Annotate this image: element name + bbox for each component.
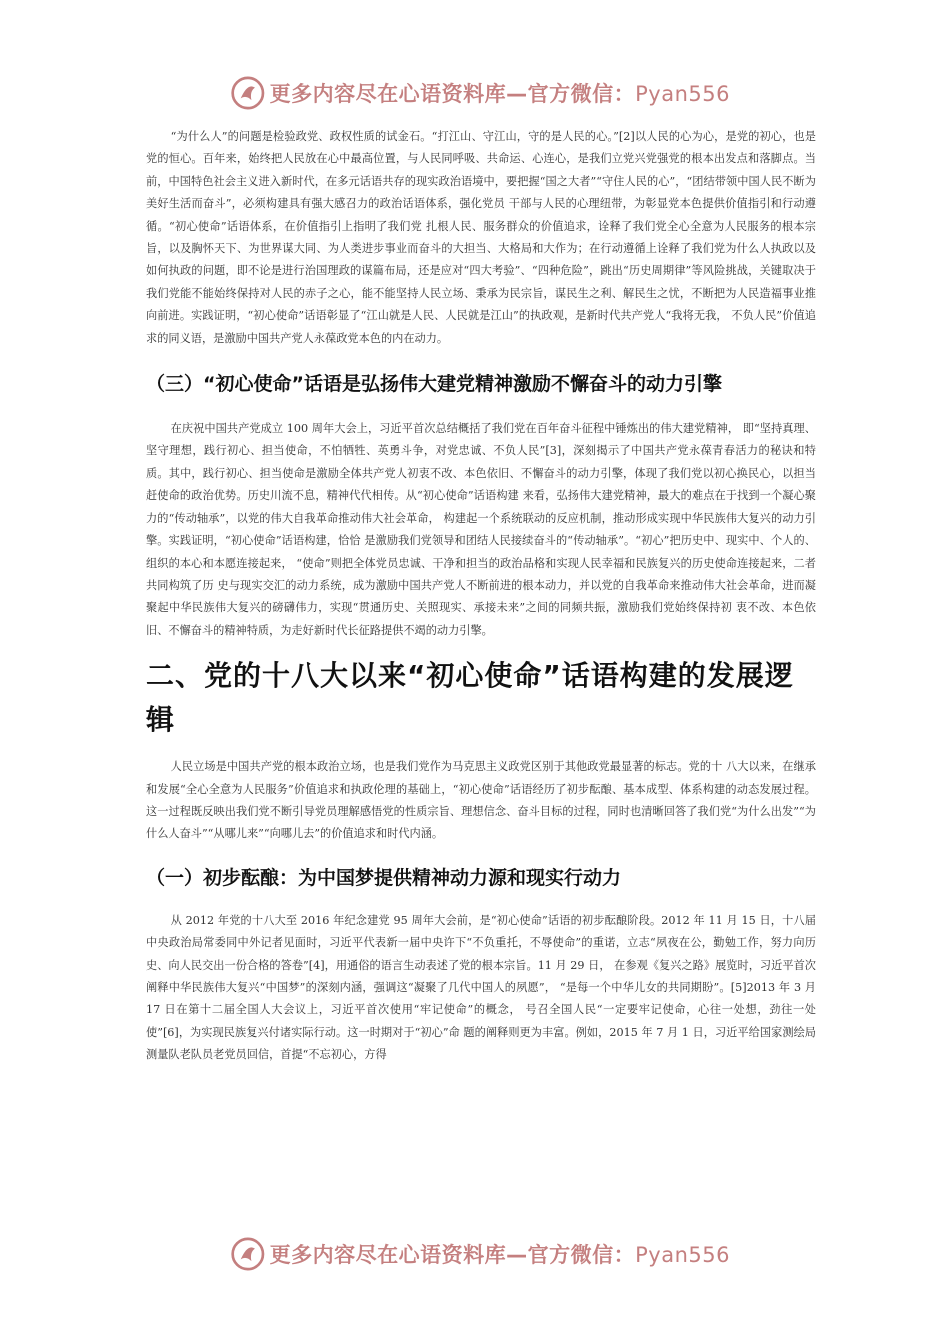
paragraph-1: “为什么人”的问题是检验政党、政权性质的试金石。“打江山、守江山，守的是人民的心。”[2]以人民的心为心，是党的初心，也是党的恒心。百年来，始终把人民放在心中最高位置，与人民同呼吸、共命运、心连心，是我们立党兴党强党的根本出发点和落脚点。当前，中国特色社会主义进入新时代，在多元话语共存的现实政治语境中，要把握“国之大者”“守住人民的心”，“团结带领中国人民不断为美好生活而奋斗”，必须构建具有强大感召力的政治话语体系，强化党员 干部与人民的心理纽带，为彰显党本色提供价值指引和行动遵循。“初心使命”话语体系，在价值指引上指明了我们党 扎根人民、服务群众的价值追求，诠释了我们党全心全意为人民服务的根本宗旨，以及胸怀天下、为世界谋大同、为人类进步事业而奋斗的大担当、大格局和大作为；在行动遵循上诠释了我们党为什么人执政以及如何执政的问题，即不论是进行治国理政的谋篇布局，还是应对“四大考验”、“四种危险”，跳出“历史周期律”等风险挑战，关键取决于我们党能不能始终保持对人民的赤子之心，能不能坚持人民立场、秉承为民宗旨，谋民生之利、解民生之忧，不断把为人民造福事业推向前进。实践证明，“初心使命”话语彰显了“江山就是人民、人民就是江山”的执政观，是新时代共产党人“我将无我， 不负人民”价值追求的同义语，是激励中国共产党人永葆政党本色的内在动力。 <box>146 130 816 345</box>
banner-wechat-id: Pyan556 <box>635 1243 730 1267</box>
banner-text: 更多内容尽在心语资料库—官方微信：Pyan556 <box>269 82 730 106</box>
banner-wechat-id: Pyan556 <box>635 82 730 106</box>
footer-watermark-banner <box>230 1233 730 1275</box>
paragraph-3: 人民立场是中国共产党的根本政治立场，也是我们党作为马克思主义政党区别于其他政党最显著的标志。党的十 八大以来，在继承和发展“全心全意为人民服务”价值追求和执政伦理的基础上，“初心使命”话语经历了初步酝酿、基本成型、体系构建的动态发展过程。这一过程既反映出我们党不断引导党员理解感悟党的性质宗旨、理想信念、奋斗目标的过程，同时也清晰回答了我们党“为什么出发”“为什么人奋斗”“从哪儿来”“向哪儿去”的价值追求和时代内涵。 <box>146 760 816 841</box>
ribbon-logo-icon <box>230 74 266 112</box>
section-heading-1: （一）初步酝酿：为中国梦提供精神动力源和现实行动力 <box>146 866 622 889</box>
chapter-heading-2: 二、党的十八大以来“初心使命”话语构建的发展逻辑 <box>146 659 794 737</box>
section-heading-3: （三）“初心使命”话语是弘扬伟大建党精神激励不懈奋斗的动力引擎 <box>146 373 722 396</box>
header-watermark-banner <box>230 72 730 114</box>
paragraph-2: 在庆祝中国共产党成立 100 周年大会上，习近平首次总结概括了我们党在百年奋斗征程中锤炼出的伟大建党精神， 即“坚持真理、坚守理想，践行初心、担当使命，不怕牺牲、英勇斗争，对党忠诚、不负人民”[3]，深刻揭示了中国共产党永葆青春活力的秘诀和特质。其中，践行初心、担当使命是激励全体共产党人初衷不改、本色依旧、不懈奋斗的动力引擎，体现了我们党以初心换民心，以担当赶使命的政治优势。历史川流不息，精神代代相传。从“初心使命”话语构建 来看，弘扬伟大建党精神，最大的难点在于找到一个凝心聚力的“传动轴承”，以党的伟大自我革命推动伟大社会革命， 构建起一个系统联动的反应机制，推动形成实现中华民族伟大复兴的动力引擎。实践证明，“初心使命”话语构建，恰恰 是激励我们党领导和团结人民接续奋斗的“传动轴承”。“初心”把历史中、现实中、个人的、组织的本心和本愿连接起来， “使命”则把全体党员忠诚、干净和担当的政治品格和实现人民幸福和民族复兴的历史使命连接起来，二者共同构筑了历 史与现实交汇的动力系统，成为激励中国共产党人不断前进的根本动力，并以党的自我革命来推动伟大社会革命，进而凝聚起中华民族伟大复兴的磅礴伟力，实现“贯通历史、关照现实、承接未来”之间的同频共振，激励我们党始终保持初 衷不改、本色依旧、不懈奋斗的精神特质，为走好新时代长征路提供不竭的动力引擎。 <box>146 422 816 637</box>
paragraph-4: 从 2012 年党的十八大至 2016 年纪念建党 95 周年大会前，是“初心使命”话语的初步酝酿阶段。2012 年 11 月 15 日，十八届中央政治局常委同中外记者见面时，习近平代表新一届中央许下“不负重托，不辱使命”的重诺，立志“夙夜在公，勤勉工作，努力向历史、向人民交出一份合格的答卷”[4]，用通俗的语言生动表述了党的根本宗旨。11 月 29 日， 在参观《复兴之路》展览时，习近平首次阐释中华民族伟大复兴“中国梦”的深刻内涵，强调这“凝聚了几代中国人的夙愿”， “是每一个中华儿女的共同期盼”。[5]2013 年 3 月 17 日在第十二届全国人大会议上，习近平首次使用“牢记使命”的概念， 号召全国人民“一定要牢记使命，心往一处想，劲往一处使”[6]，为实现民族复兴付诸实际行动。这一时期对于“初心”命 题的阐释则更为丰富。例如，2015 年 7 月 1 日，习近平给国家测绘局测量队老队员老党员回信，首提“不忘初心，方得 <box>146 913 816 1062</box>
ribbon-logo-icon <box>230 1235 266 1273</box>
banner-text: 更多内容尽在心语资料库—官方微信：Pyan556 <box>269 1243 730 1267</box>
document-body <box>146 126 816 1067</box>
